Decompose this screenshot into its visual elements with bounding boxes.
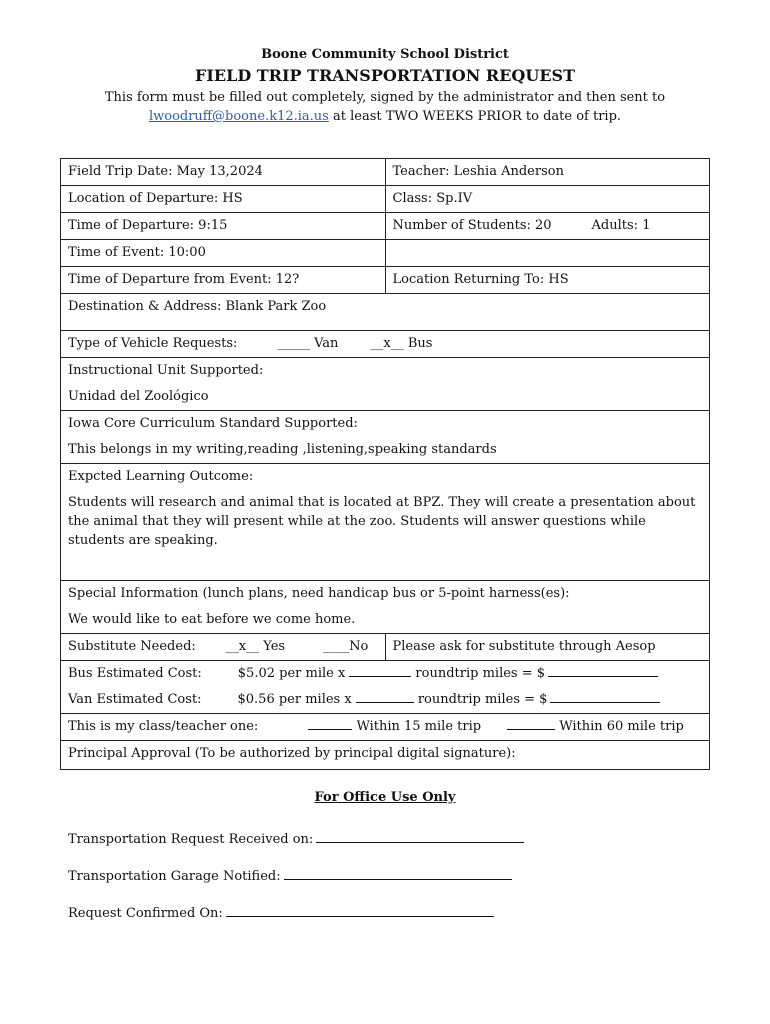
bus-cost-line [68, 661, 702, 687]
time-departure-event-cell[interactable]: Time of Departure from Event: 12? [61, 267, 386, 294]
table-row [61, 331, 710, 358]
bus-total-blank[interactable] [548, 662, 658, 677]
instructional-unit-cell[interactable] [61, 358, 710, 411]
confirmed-blank[interactable] [226, 902, 494, 917]
van-option: Van [309, 336, 339, 351]
van-miles-blank[interactable] [356, 688, 414, 703]
special-label: Special Information (lunch plans, need handicap bus or 5-point harness(es): [68, 586, 570, 601]
special-value: We would like to eat before we come home. [68, 612, 356, 627]
bus-miles-blank[interactable] [349, 662, 411, 677]
substitute-cell[interactable] [61, 634, 386, 661]
destination-text: Destination & Address: Blank Park Zoo [68, 299, 327, 314]
instructional-label: Instructional Unit Supported: [68, 363, 264, 378]
iowa-label: Iowa Core Curriculum Standard Supported: [68, 416, 358, 431]
email-link[interactable]: lwoodruff@boone.k12.ia.us [148, 109, 329, 124]
request-form-table [60, 158, 710, 770]
garage-blank[interactable] [284, 865, 512, 880]
van-cost-label: Van Estimated Cost: [68, 692, 202, 707]
time-departure-cell[interactable]: Time of Departure: 9:15 [61, 213, 386, 240]
bus-option: Bus [403, 336, 433, 351]
within15-blank[interactable] [308, 715, 352, 730]
instructions-line2: at least TWO WEEKS PRIOR to date of trip. [328, 109, 622, 124]
location-returning-cell[interactable]: Location Returning To: HS [385, 267, 710, 294]
bus-cost-rate: $5.02 per mile x [237, 666, 346, 681]
learning-outcome-cell[interactable] [61, 464, 710, 581]
garage-line [68, 865, 512, 884]
empty-cell [385, 240, 710, 267]
within15-label: Within 15 mile trip [352, 719, 482, 734]
within60-label: Within 60 mile trip [555, 719, 684, 734]
students-adults-cell[interactable] [385, 213, 710, 240]
vehicle-cell[interactable] [61, 331, 710, 358]
office-use-title: For Office Use Only [314, 790, 456, 805]
table-row [61, 294, 710, 331]
instructional-value: Unidad del Zoológico [68, 389, 209, 404]
iowa-core-cell[interactable] [61, 411, 710, 464]
within60-blank[interactable] [507, 715, 555, 730]
number-students: Number of Students: 20 [392, 218, 552, 233]
bus-blank[interactable]: __x__ [370, 336, 404, 351]
adults-count: Adults: 1 [591, 218, 651, 233]
time-event-cell[interactable]: Time of Event: 10:00 [61, 240, 386, 267]
received-blank[interactable] [316, 828, 524, 843]
substitute-label: Substitute Needed: [68, 639, 196, 654]
class-cell[interactable]: Class: Sp.IV [385, 186, 710, 213]
principal-label: Principal Approval (To be authorized by principal digital signature): [68, 746, 516, 761]
field-trip-date-cell[interactable]: Field Trip Date: May 13,2024 [61, 159, 386, 186]
van-blank[interactable]: _____ [277, 336, 310, 351]
table-row [61, 634, 710, 661]
table-row [61, 267, 710, 294]
destination-cell[interactable] [61, 294, 710, 331]
confirmed-label: Request Confirmed On: [68, 906, 223, 921]
confirmed-line [68, 902, 494, 921]
principal-cell[interactable] [61, 741, 710, 770]
van-cost-line [68, 687, 702, 713]
vehicle-label: Type of Vehicle Requests: [68, 336, 238, 351]
van-cost-rate: $0.56 per miles x [237, 692, 352, 707]
table-row [61, 159, 710, 186]
form-title: FIELD TRIP TRANSPORTATION REQUEST [195, 66, 575, 85]
received-line [68, 828, 524, 847]
table-row [61, 240, 710, 267]
district-name: Boone Community School District [261, 47, 509, 62]
table-row [61, 411, 710, 464]
table-row [61, 714, 710, 741]
instructions [0, 88, 770, 126]
van-cost-mid: roundtrip miles = $ [413, 692, 548, 707]
table-row [61, 358, 710, 411]
location-departure-cell[interactable]: Location of Departure: HS [61, 186, 386, 213]
table-row [61, 581, 710, 634]
table-row [61, 661, 710, 714]
teacher-cell[interactable]: Teacher: Leshia Anderson [385, 159, 710, 186]
table-row [61, 464, 710, 581]
special-info-cell[interactable] [61, 581, 710, 634]
substitute-no[interactable]: ____No [323, 639, 369, 654]
instructions-line1: This form must be filled out completely, signed by the administrator and then sent to [104, 90, 666, 105]
outcome-value: Students will research and animal that is located at BPZ. They will create a presentation about the animal that they will present while at the zoo. Students will answer questions while students are speaking. [68, 495, 696, 548]
substitute-yes[interactable]: __x__ Yes [225, 639, 286, 654]
cost-cell[interactable] [61, 661, 710, 714]
outcome-label: Expcted Learning Outcome: [68, 469, 254, 484]
substitute-note-cell: Please ask for substitute through Aesop [385, 634, 710, 661]
table-row [61, 186, 710, 213]
table-row [61, 741, 710, 770]
class-teacher-cell[interactable] [61, 714, 710, 741]
table-row [61, 213, 710, 240]
van-total-blank[interactable] [550, 688, 660, 703]
garage-label: Transportation Garage Notified: [68, 869, 281, 884]
class-teacher-label: This is my class/teacher one: [68, 719, 259, 734]
bus-cost-label: Bus Estimated Cost: [68, 666, 202, 681]
bus-cost-mid: roundtrip miles = $ [411, 666, 546, 681]
iowa-value: This belongs in my writing,reading ,listening,speaking standards [68, 442, 497, 457]
received-label: Transportation Request Received on: [68, 832, 314, 847]
